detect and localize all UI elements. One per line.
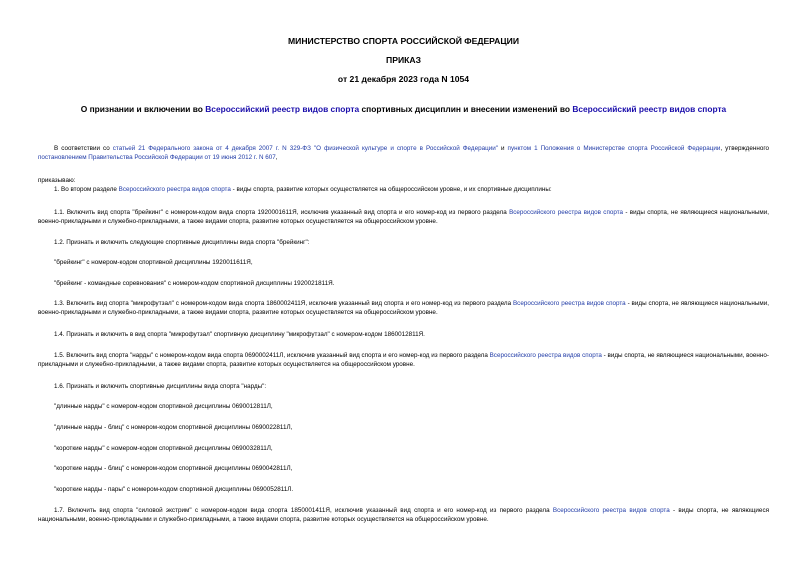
item-1-6-paragraph: 1.6. Признать и включить спортивные дисциплины вида спорта "нарды": <box>54 383 267 390</box>
item-1-text-1: 1. Во втором разделе <box>54 186 119 193</box>
item-1-1-paragraph <box>38 208 769 226</box>
preamble-paragraph <box>38 144 769 162</box>
item-1-7-paragraph <box>38 506 769 524</box>
nardy-discipline-2: "длинные нарды - блиц" с номером-кодом спортивной дисциплины 0690022811Л, <box>54 424 293 431</box>
nardy-discipline-1: "длинные нарды" с номером-кодом спортивной дисциплины 0690012811Л, <box>54 403 273 410</box>
preamble-text-1: В соответствии со <box>54 145 113 152</box>
document-title <box>0 104 807 114</box>
item-1-5-text-1: 1.5. Включить вид спорта "нарды" с номером-кодом вида спорта 0690002411Л, исключив указанный вид спорта и его номер-код из первого раздела <box>54 352 490 359</box>
title-text-2: спортивных дисциплин и внесении изменений во <box>359 104 573 114</box>
item-1-7-registry-link[interactable]: Всероссийского реестра видов спорта <box>552 507 670 514</box>
item-1-7-text-1: 1.7. Включить вид спорта "силовой экстрим" с номером-кодом вида спорта 1850001411Я, исключив указанный вид спорта и его номер-код из первого раздела <box>54 507 553 514</box>
government-decree-link[interactable]: постановлением Правительства Российской Федерации от 19 июня 2012 г. N 607 <box>38 154 276 162</box>
item-1-registry-link[interactable]: Всероссийского реестра видов спорта <box>118 186 231 193</box>
item-1-2-paragraph: 1.2. Признать и включить следующие спортивные дисциплины вида спорта "брейкинг": <box>54 239 310 246</box>
item-1-paragraph <box>38 185 769 194</box>
nardy-discipline-3: "короткие нарды" с номером-кодом спортивной дисциплины 0690032811Л, <box>54 445 273 452</box>
item-1-3-text-2: - виды спорта, не являющиеся национальными, военно-прикладными и служебно-прикладными, а также видами спорта, развитие которых осуществляется на общероссийском уровне. <box>38 300 769 317</box>
item-1-1-text-2: - виды спорта, не являющиеся национальными, военно-прикладными и служебно-прикладными, а также видами спорта, развитие которых осуществляется на общероссийском уровне. <box>38 209 769 226</box>
ministry-regulation-link[interactable]: пунктом 1 Положения о Министерстве спорта Российской Федерации <box>507 145 721 152</box>
doc-type-heading: ПРИКАЗ <box>386 55 421 65</box>
item-1-5-registry-link[interactable]: Всероссийского реестра видов спорта <box>489 352 602 359</box>
item-1-1-text-1: 1.1. Включить вид спорта "брейкинг" с номером-кодом вида спорта 1920001611Я, исключив указанный вид спорта и его номер-код из первого раздела <box>54 209 510 216</box>
item-1-3-registry-link[interactable]: Всероссийского реестра видов спорта <box>512 300 626 307</box>
nardy-discipline-4: "короткие нарды - блиц" с номером-кодом спортивной дисциплины 0690042811Л, <box>54 465 293 472</box>
date-number-heading: от 21 декабря 2023 года N 1054 <box>337 74 470 84</box>
title-registry-link-2[interactable]: Всероссийский реестр видов спорта <box>572 104 727 114</box>
item-1-3-paragraph <box>38 299 769 317</box>
item-1-1-registry-link[interactable]: Всероссийского реестра видов спорта <box>509 209 624 216</box>
title-text-1: О признании и включении во <box>80 104 206 114</box>
breaking-discipline-1: "брейкинг" с номером-кодом спортивной дисциплины 1920011611Я, <box>54 259 253 266</box>
item-1-5-paragraph <box>38 351 769 369</box>
title-registry-link-1[interactable]: Всероссийский реестр видов спорта <box>205 104 360 114</box>
federal-law-link[interactable]: статьей 21 Федерального закона от 4 декабря 2007 г. N 329-ФЗ "О физической культуре и спорте в Российской Федерации" <box>112 145 498 152</box>
item-1-text-2: - виды спорта, развитие которых осуществляется на общероссийском уровне, и их спортивные дисциплины: <box>230 186 552 193</box>
preamble-text-2: и <box>497 145 508 152</box>
ministry-heading: МИНИСТЕРСТВО СПОРТА РОССИЙСКОЙ ФЕДЕРАЦИИ <box>287 36 519 46</box>
nardy-discipline-5: "короткие нарды - пары" с номером-кодом спортивной дисциплины 0690052811Л. <box>54 486 294 493</box>
order-word: приказываю: <box>38 177 76 184</box>
item-1-5-text-2: - виды спорта, не являющиеся национальными, военно-прикладными и служебно-прикладными, а также видами спорта, развитие которых осуществляется на общероссийском уровне. <box>38 352 769 369</box>
item-1-7-text-2: - виды спорта, не являющиеся национальными, военно-прикладными и служебно-прикладными, а также видами спорта, развитие которых осуществляется на общероссийском уровне. <box>38 507 769 524</box>
preamble-text-4: , <box>275 154 278 162</box>
preamble-text-3: , утвержденного <box>720 145 769 152</box>
item-1-4-paragraph: 1.4. Признать и включить в вид спорта "микрофутзал" спортивную дисциплину "микрофутзал" с номером-кодом 1860012811Я. <box>54 331 425 338</box>
breaking-discipline-2: "брейкинг - командные соревнования" с номером-кодом спортивной дисциплины 1920021811Я. <box>54 280 335 287</box>
item-1-3-text-1: 1.3. Включить вид спорта "микрофутзал" с номером-кодом вида спорта 1860002411Я, исключив указанный вид спорта и его номер-код из первого раздела <box>54 300 513 307</box>
